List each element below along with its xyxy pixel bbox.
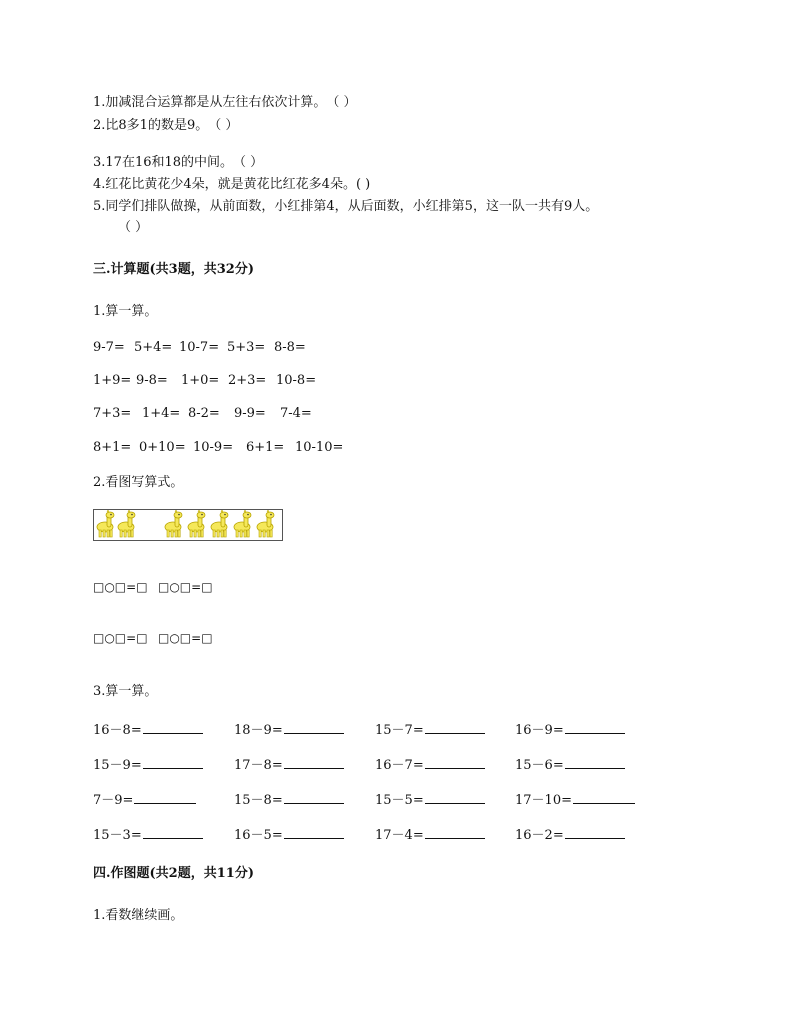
q1-expr: 10-8=: [276, 373, 317, 388]
q1-expr: 10-9=: [193, 440, 234, 455]
q1-title: 1.算一算。: [93, 304, 158, 319]
q1-expr: 10-7=: [179, 340, 220, 355]
q3-item: [234, 755, 344, 774]
animal-icon: [211, 510, 228, 537]
q3-expr: 17－10=: [515, 793, 572, 808]
judge-item-3: 3.17在16和18的中间。 （ ）: [93, 155, 264, 170]
q1-expr: 8-2=: [188, 406, 220, 421]
answer-blank[interactable]: [143, 720, 203, 734]
q3-expr: 15－3=: [93, 828, 142, 843]
q3-expr: 15－6=: [515, 758, 564, 773]
answer-blank[interactable]: [425, 755, 485, 769]
counting-picture: [93, 509, 283, 541]
q3-expr: 16－8=: [93, 723, 142, 738]
answer-blank[interactable]: [143, 755, 203, 769]
answer-blank[interactable]: [573, 790, 635, 804]
q3-item: [515, 755, 625, 774]
answer-blank[interactable]: [425, 720, 485, 734]
q3-item: [93, 720, 203, 739]
answer-blank[interactable]: [425, 790, 485, 804]
q1-expr: 9-8=: [136, 373, 168, 388]
q2-formula: □○□=□: [158, 580, 213, 594]
q3-item: [515, 825, 625, 844]
q2-formula: □○□=□: [158, 631, 213, 645]
q1-expr: 7-4=: [280, 406, 312, 421]
q3-item: [234, 825, 344, 844]
q2-title: 2.看图写算式。: [93, 475, 184, 490]
q1-row-1: [93, 340, 306, 356]
q1-expr: 0+10=: [139, 440, 186, 455]
answer-blank[interactable]: [425, 825, 485, 839]
animal-icon: [118, 510, 135, 537]
animals-illustration: [94, 510, 282, 540]
q3-item: [93, 825, 203, 844]
q3-expr: 16－9=: [515, 723, 564, 738]
judge-item-1: 1.加减混合运算都是从左往右依次计算。 （ ）: [93, 95, 357, 110]
animal-icon: [234, 510, 251, 537]
q3-item: [375, 755, 485, 774]
answer-blank[interactable]: [284, 825, 344, 839]
answer-blank[interactable]: [284, 755, 344, 769]
q3-expr: 7－9=: [93, 793, 134, 808]
q1-expr: 6+1=: [246, 440, 285, 455]
judge-item-2: 2.比8多1的数是9。 （ ）: [93, 118, 239, 133]
section3-heading: 三.计算题(共3题，共32分): [93, 262, 254, 277]
q1-expr: 5+4=: [134, 340, 173, 355]
answer-blank[interactable]: [134, 790, 196, 804]
q3-item: [93, 790, 196, 809]
animal-icon: [165, 510, 182, 537]
q3-title: 3.算一算。: [93, 684, 158, 699]
q3-item: [234, 720, 344, 739]
answer-blank[interactable]: [143, 825, 203, 839]
q1-expr: 5+3=: [227, 340, 266, 355]
section4-q1-title: 1.看数继续画。: [93, 908, 184, 923]
q3-expr: 15－8=: [234, 793, 283, 808]
q3-item: [375, 790, 485, 809]
q1-expr: 9-7=: [93, 340, 125, 355]
q3-item: [375, 720, 485, 739]
answer-blank[interactable]: [284, 790, 344, 804]
q3-expr: 18－9=: [234, 723, 283, 738]
q3-expr: 15－5=: [375, 793, 424, 808]
q2-formula-row-2: [93, 631, 213, 645]
q1-expr: 8-8=: [274, 340, 306, 355]
q1-expr: 2+3=: [228, 373, 267, 388]
q3-item: [515, 790, 635, 809]
q2-formula: □○□=□: [93, 631, 148, 645]
q1-expr: 8+1=: [93, 440, 132, 455]
q1-expr: 1+0=: [181, 373, 220, 388]
q1-expr: 1+4=: [142, 406, 181, 421]
q2-formula-row-1: [93, 580, 213, 594]
q1-row-3: [93, 406, 312, 422]
answer-blank[interactable]: [565, 755, 625, 769]
judge-item-4: 4.红花比黄花少4朵，就是黄花比红花多4朵。( ): [93, 177, 371, 192]
judge-item-5: 5.同学们排队做操，从前面数，小红排第4，从后面数，小红排第5，这一队一共有9人。: [93, 199, 599, 214]
q3-expr: 17－4=: [375, 828, 424, 843]
q3-item: [515, 720, 625, 739]
animal-icon: [97, 510, 114, 537]
q3-item: [93, 755, 203, 774]
animal-icon: [188, 510, 205, 537]
q3-expr: 15－9=: [93, 758, 142, 773]
answer-blank[interactable]: [284, 720, 344, 734]
q1-expr: 7+3=: [93, 406, 132, 421]
answer-blank[interactable]: [565, 720, 625, 734]
q3-expr: 17－8=: [234, 758, 283, 773]
q3-item: [375, 825, 485, 844]
animal-icon: [257, 510, 274, 537]
q3-expr: 16－5=: [234, 828, 283, 843]
judge-item-5-paren: （ ）: [118, 220, 149, 235]
q2-formula: □○□=□: [93, 580, 148, 594]
q1-expr: 10-10=: [295, 440, 344, 455]
q1-row-4: [93, 440, 343, 456]
q1-expr: 9-9=: [234, 406, 266, 421]
q3-expr: 16－2=: [515, 828, 564, 843]
q1-row-2: [93, 373, 316, 389]
q3-expr: 16－7=: [375, 758, 424, 773]
section4-heading: 四.作图题(共2题，共11分): [93, 866, 254, 881]
q3-expr: 15－7=: [375, 723, 424, 738]
q1-expr: 1+9=: [93, 373, 132, 388]
q3-item: [234, 790, 344, 809]
answer-blank[interactable]: [565, 825, 625, 839]
